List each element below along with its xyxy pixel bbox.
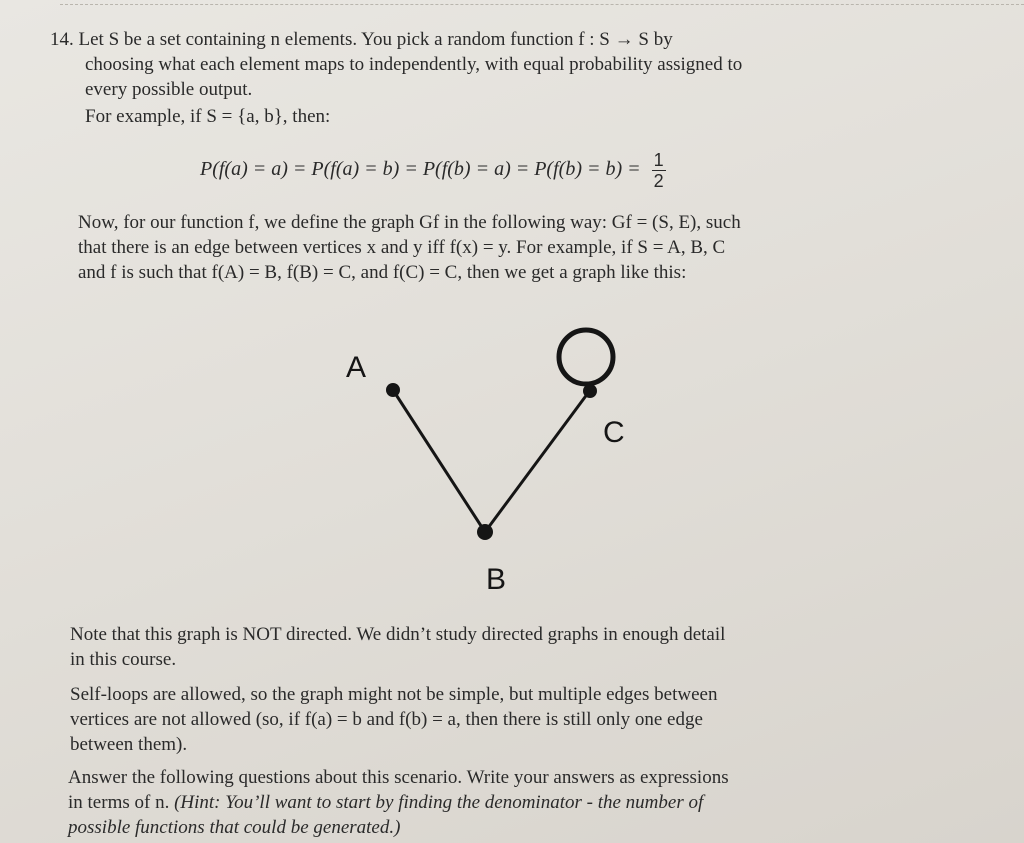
- note3-line-2-plain: in terms of n.: [68, 792, 175, 813]
- edge-b-c: [485, 393, 588, 532]
- definition-line-3: and f is such that f(A) = B, f(B) = C, and f(C) = C, then we get a graph like this:: [78, 262, 687, 283]
- probability-formula: [200, 150, 666, 191]
- formula-text: P(f(a) = a) = P(f(a) = b) = P(f(b) = a) = P(f(b) = b) =: [200, 158, 641, 181]
- note2-line-1: Self-loops are allowed, so the graph might not be simple, but multiple edges between: [70, 684, 718, 705]
- top-rule: [60, 4, 1024, 5]
- vertex-label-b: B: [486, 563, 507, 596]
- definition-line-1: Now, for our function f, we define the graph Gf in the following way: Gf = (S, E), such: [78, 212, 741, 233]
- note2-line-3: between them).: [70, 734, 188, 755]
- problem-statement: [50, 27, 742, 102]
- problem-number: 14.: [50, 29, 74, 50]
- fraction-denominator: 2: [653, 171, 664, 191]
- problem-intro-line-1: [50, 27, 742, 52]
- note-not-directed: [70, 622, 725, 672]
- note1-line-1: Note that this graph is NOT directed. We didn’t study directed graphs in enough detail: [70, 624, 726, 645]
- example-graph: [320, 315, 660, 605]
- vertex-c: [583, 384, 597, 398]
- note1-line-2: in this course.: [70, 649, 177, 670]
- note-answer-instructions: [68, 765, 729, 840]
- note3-line-1: Answer the following questions about this scenario. Write your answers as expressions: [68, 767, 729, 788]
- note2-line-2: vertices are not allowed (so, if f(a) = b and f(b) = a, then there is still only one edge: [70, 709, 703, 730]
- definition-line-2: that there is an edge between vertices x and y iff f(x) = y. For example, if S = A, B, C: [78, 237, 726, 258]
- note-self-loops: [70, 682, 717, 757]
- note3-line-2: [68, 790, 729, 815]
- note3-line-3: possible functions that could be generated.): [68, 817, 401, 838]
- vertex-a: [386, 383, 400, 397]
- fraction-one-half: [652, 150, 666, 191]
- note3-line-2-hint: (Hint: You’ll want to start by finding the denominator - the number of: [174, 792, 704, 813]
- problem-intro-line-3: every possible output.: [85, 79, 253, 100]
- fraction-numerator: 1: [653, 150, 664, 170]
- vertex-b: [477, 524, 493, 540]
- self-loop-c: [559, 330, 613, 384]
- vertex-label-c: C: [603, 416, 625, 449]
- graph-definition: [78, 210, 741, 285]
- vertex-label-a: A: [346, 351, 367, 384]
- problem-intro-line-2: choosing what each element maps to independently, with equal probability assigned to: [85, 54, 743, 75]
- edge-a-b: [393, 390, 485, 532]
- example-intro: For example, if S = {a, b}, then:: [85, 106, 331, 127]
- intro-line-1-text: Let S be a set containing n elements. You pick a random function f : S → S by: [78, 29, 673, 50]
